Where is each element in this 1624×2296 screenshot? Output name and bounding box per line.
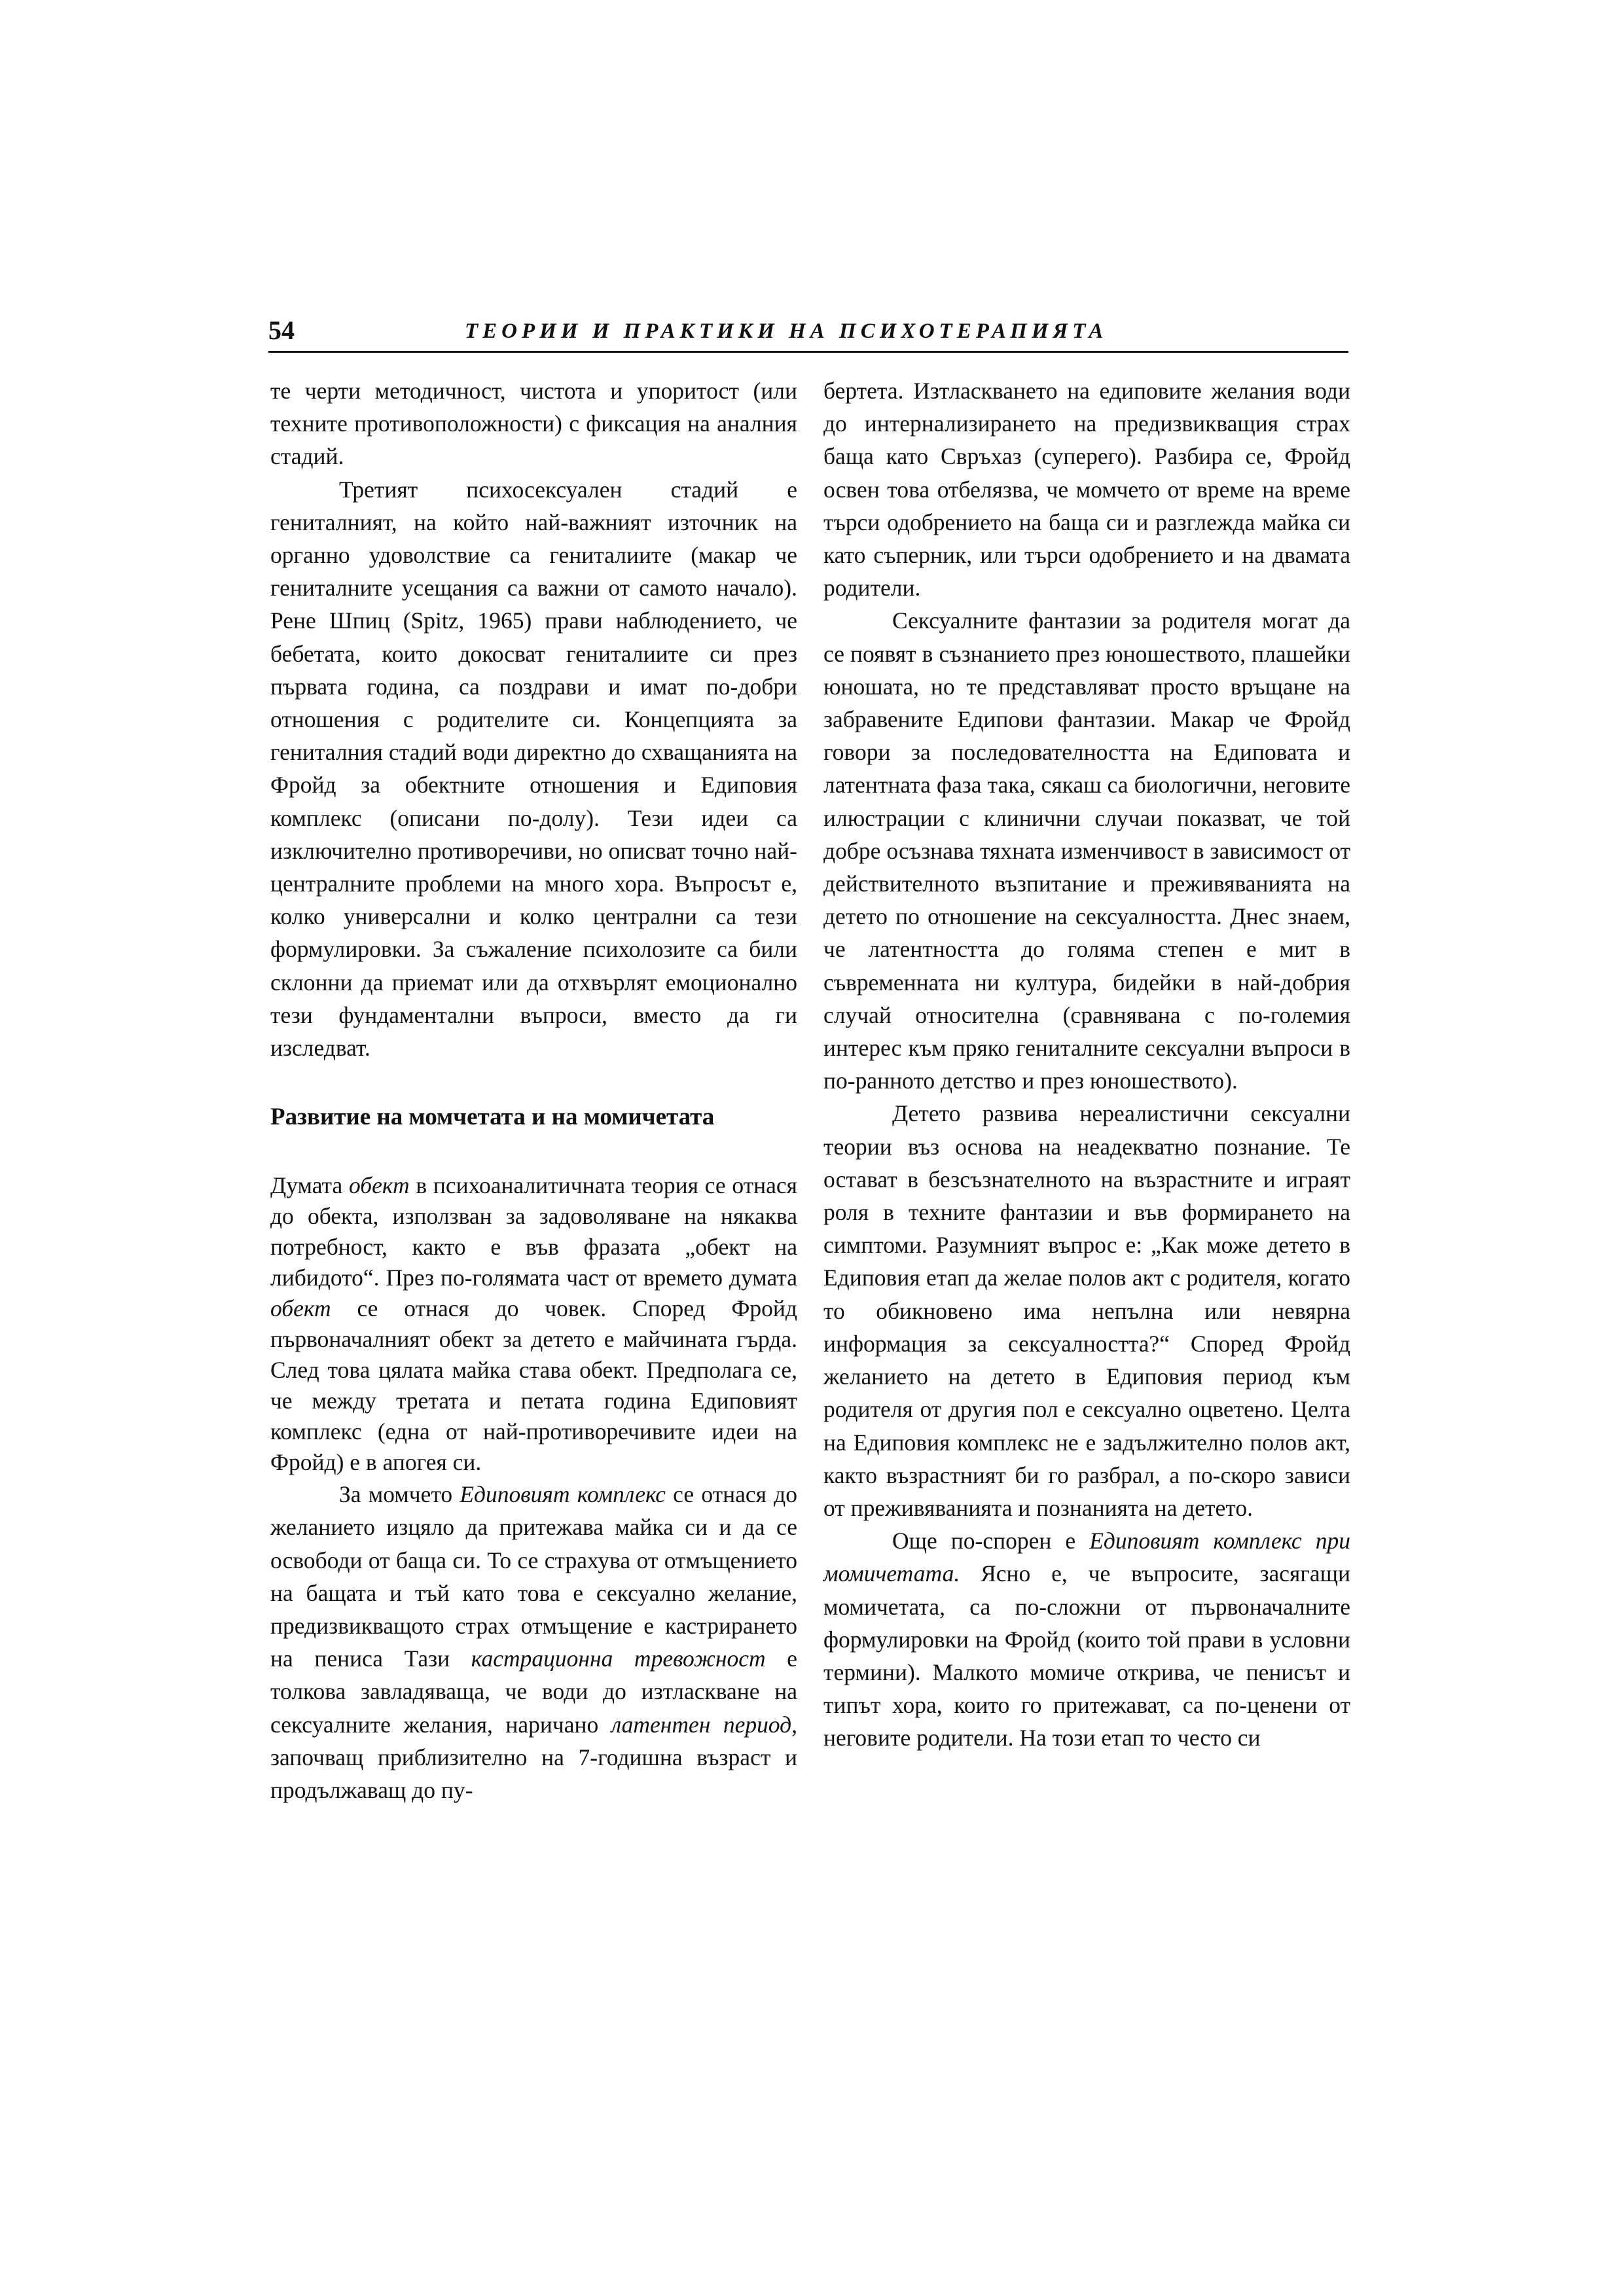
page-number: 54 [268, 315, 295, 345]
paragraph: Детето развива нереалистични сексуални теории въз основа на неадекватно познание. Те остават в безсъзнателното на възрастните и играят роля в техните фантазии и във формирането на симптоми. Разумният въпрос е: „Как може детето в Едиповия етап да желае полов акт с родителя, когато то обикновено има непълна или невярна информация за сексуалността?“ Според Фройд желанието на детето в Едиповия период към родителя от другия пол е сексуално оцветено. Целта на Едиповия комплекс не е задължително полов акт, както възрастният би го разбрал, а по-скоро зависи от преживяванията и познанията на детето. [823, 1100, 1350, 1521]
left-column [270, 374, 797, 1806]
right-column [823, 374, 1350, 1755]
paragraph: Още по-спорен е Едиповият комплекс при момичетата. Ясно е, че въпросите, засягащи момичетата, са по-сложни от първоначалните формулировки на Фройд (които той прави в условни термини). Малкото момиче открива, че пенисът и типът хора, които го притежават, са по-ценени от неговите родители. На този етап то често си [823, 1528, 1350, 1751]
section-heading: Развитие на момчетата и на момичетата [270, 1103, 715, 1131]
page-header [268, 313, 1348, 353]
paragraph: бертета. Изтласкването на едиповите желания води до интернализирането на предизвикващия страх баща като Свръхаз (суперего). Разбира се, Фройд освен това отбелязва, че момчето от време на време търси одобрението на баща си и разглежда майка си като съперник, или търси одобрението и на двамата родители. [823, 378, 1350, 601]
running-title: ТЕОРИИ И ПРАКТИКИ НА ПСИХОТЕРАПИЯТА [465, 319, 1108, 343]
paragraph: те черти методичност, чистота и упоритост (или техните противоположности) с фиксация на аналния стадий. [270, 378, 797, 470]
paragraph: Третият психосексуален стадий е гениталният, на който най-важният източник на органно удоволствие са гениталиите (макар че гениталните усещания са важни от самото начало). Рене Шпиц (Spitz, 1965) прави наблюдението, че бебетата, които докосват гениталиите си през първата година, са поздрави и имат по-добри отношения с родителите си. Концепцията за гениталния стадий води директно до схващанията на Фройд за обектните отношения и Едиповия комплекс (описани по-долу). Тези идеи са изключително противоречиви, но описват точно най-централните проблеми на много хора. Въпросът е, колко универсални и колко централни са тези формулировки. За съжаление психолозите са били склонни да приемат или да отхвърлят емоционално тези фундаментални въпроси, вместо да ги изследват. [270, 476, 797, 1062]
paragraph: За момчето Едиповият комплекс се отнася до желанието изцяло да притежава майка си и да се освободи от баща си. То се страхува от отмъщението на бащата и тъй като това е сексуално желание, предизвикващото страх отмъщение е кастрирането на пениса Тази кастрационна тревожност е толкова завладяваща, че води до изтласкване на сексуалните желания, наричано латентен период, започващ приблизително на 7-годишна възраст и продължаващ до пу- [270, 1481, 798, 1804]
paragraph: Думата обект в психоаналитичната теория се отнася до обекта, използван за задоволяване на някаква потребност, както е във фразата „обект на либидото“. През по-голямата част от времето думата обект се отнася до човек. Според Фройд първоначалният обект за детето е майчината гърда. След това цялата майка става обект. Предполага се, че между третата и петата година Едиповият комплекс (една от най-противоречивите идеи на Фройд) е в апогея си. [270, 1172, 797, 1476]
paragraph: Сексуалните фантазии за родителя могат да се появят в съзнанието през юношеството, плашейки юношата, но те представляват просто връщане на забравените Едипови фантазии. Макар че Фройд говори за последователността на Едиповата и латентната фаза така, сякаш са биологични, неговите илюстрации с клинични случаи показват, че той добре осъзнава тяхната изменчивост в зависимост от действителното възпитание и преживяванията на детето по отношение на сексуалността. Днес знаем, че латентността до голяма степен е мит в съвременната ни култура, бидейки в най-добрия случай относителна (сравнявана с по-големия интерес към пряко гениталните сексуални въпроси в по-ранното детство и през юношеството). [823, 607, 1350, 1094]
